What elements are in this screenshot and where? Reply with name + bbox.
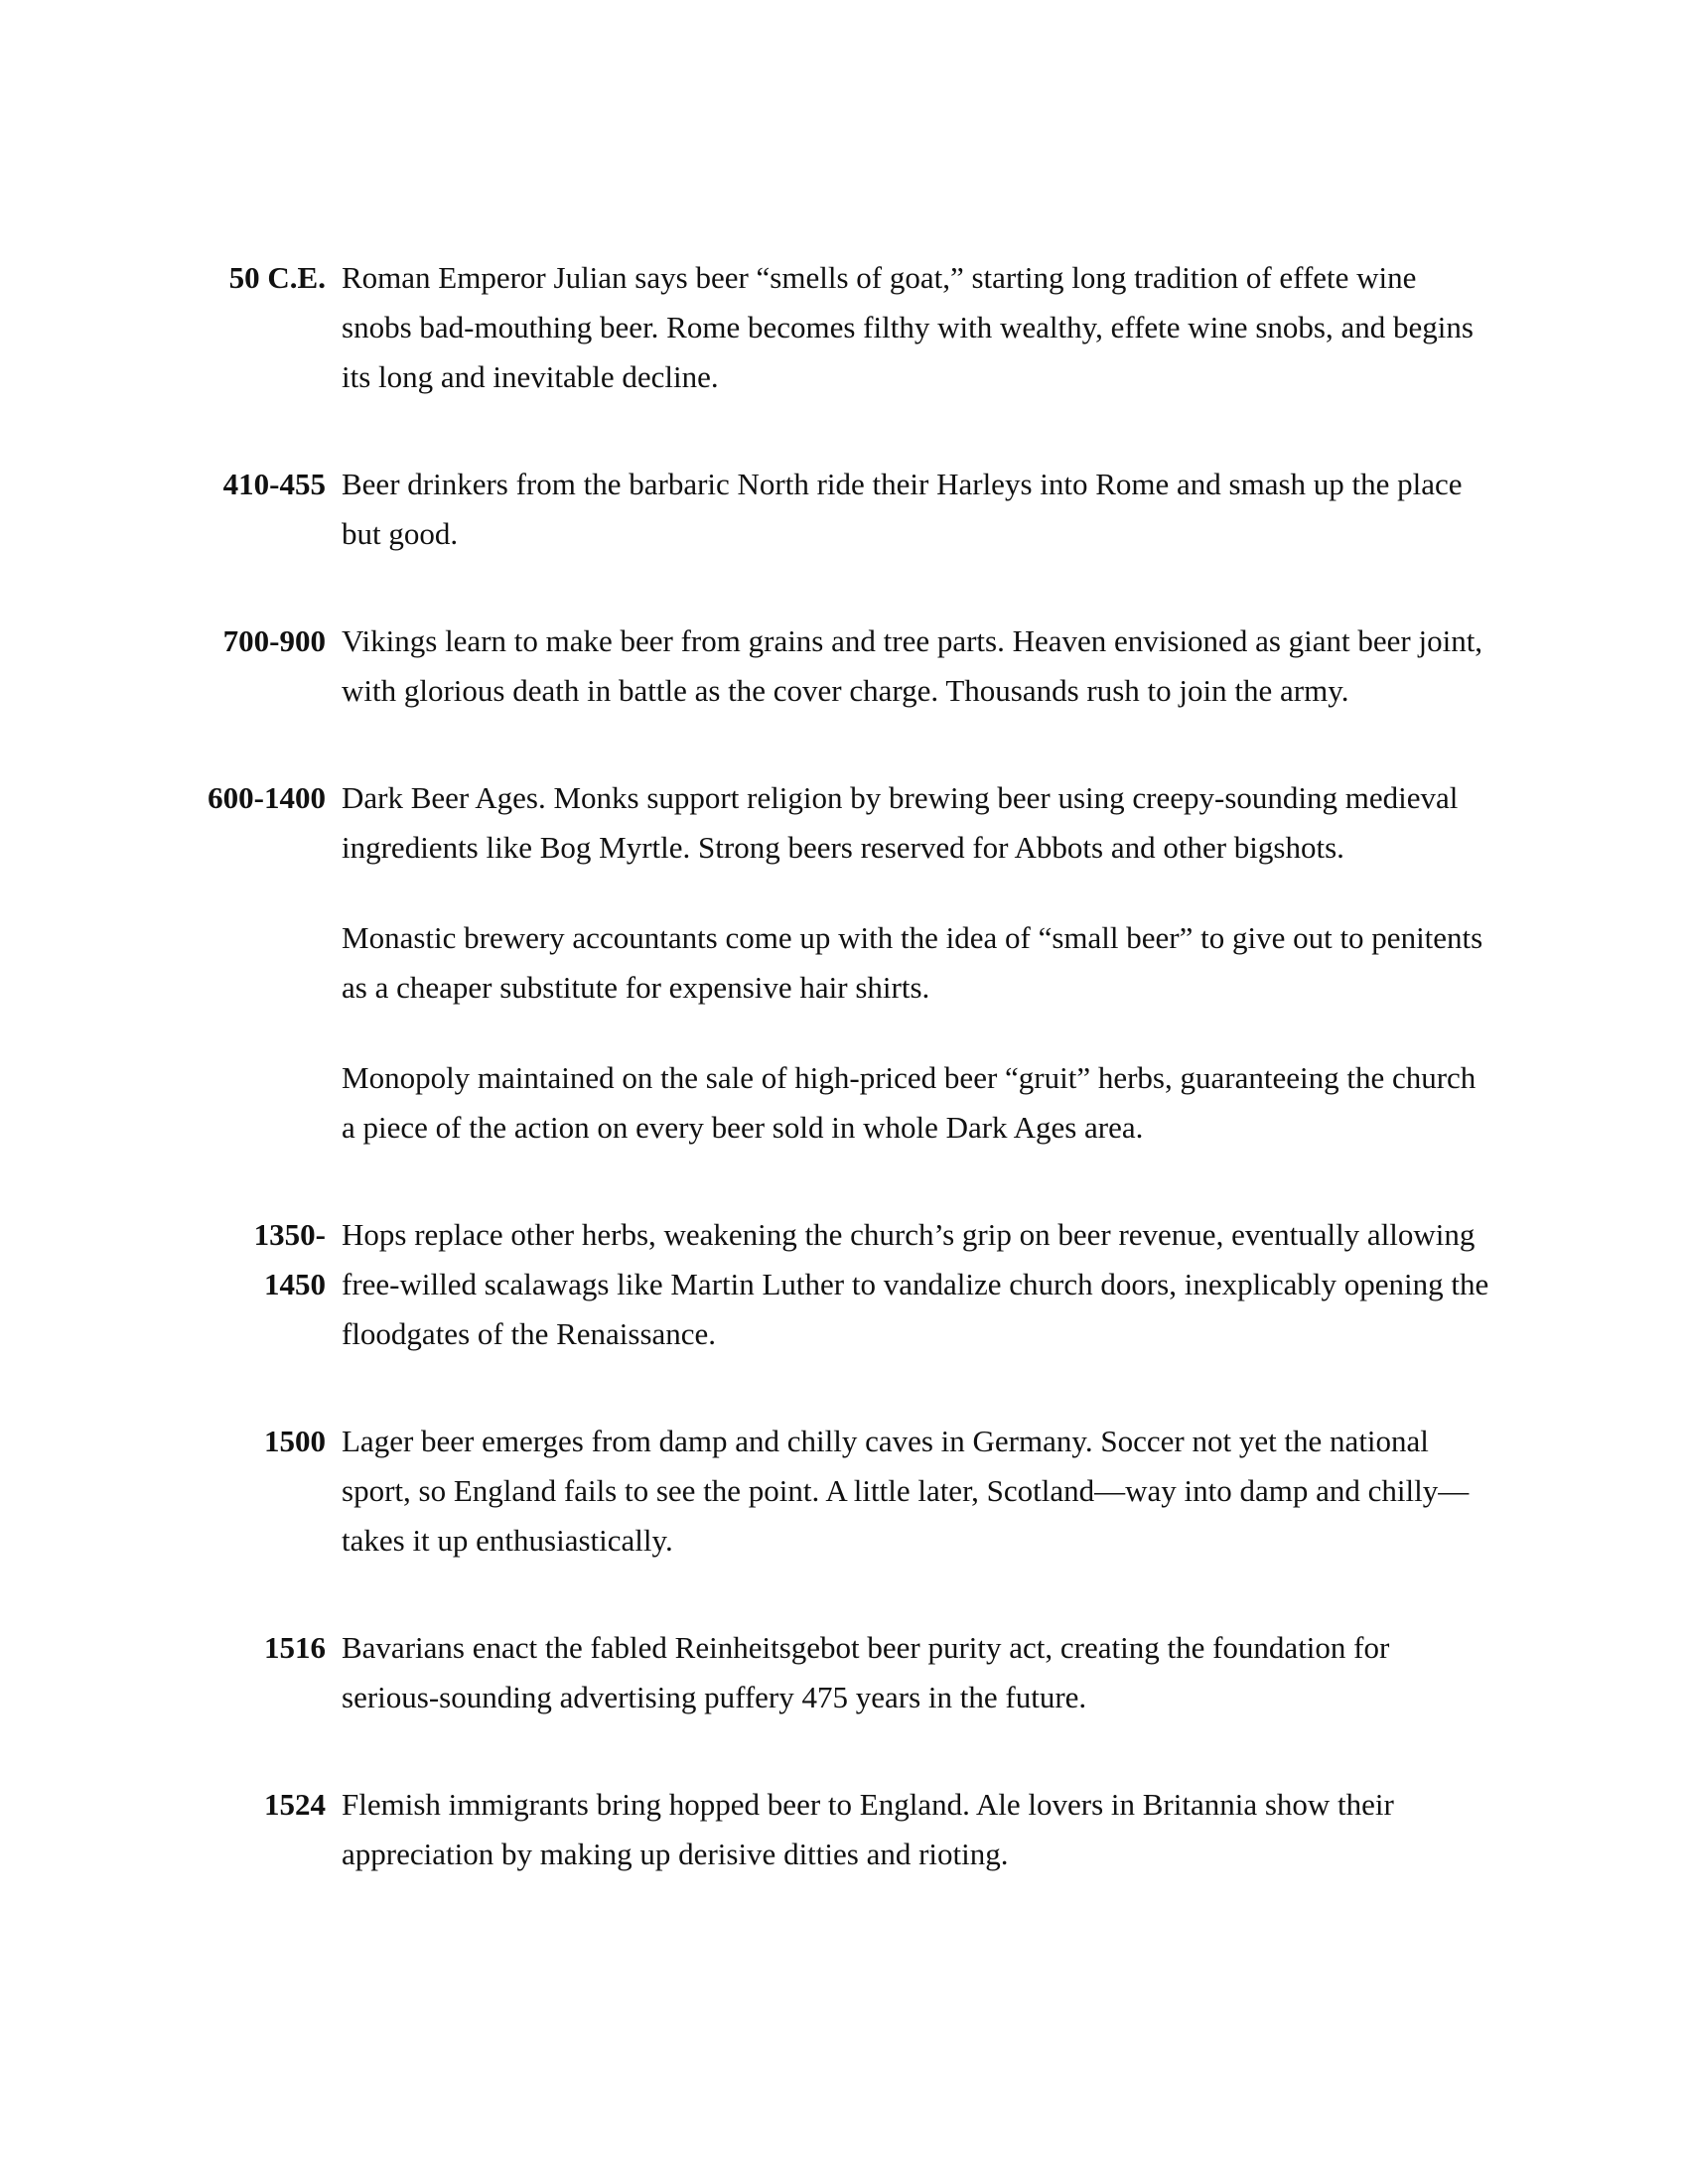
entry-body (342, 460, 1493, 559)
entry-date: 1500 (264, 1424, 326, 1458)
entry-paragraph: Hops replace other herbs, weakening the church’s grip on beer revenue, eventually allowing free-willed scalawags like Martin Luther to vandalize church doors, inexplicably opening the floodgates of the Renaissance. (342, 1217, 1489, 1351)
entry-paragraph: Dark Beer Ages. Monks support religion by brewing beer using creepy-sounding medieval ingredients like Bog Myrtle. Strong beers reserved for Abbots and other bigshots. (342, 780, 1459, 865)
timeline-entry (0, 773, 1688, 1153)
entry-date: 1350- 1450 (253, 1217, 326, 1301)
timeline-entry (0, 1623, 1688, 1722)
entry-date: 600-1400 (208, 780, 326, 815)
timeline-entry (0, 1780, 1688, 1879)
entry-body (342, 616, 1493, 716)
entry-paragraph: Vikings learn to make beer from grains and tree parts. Heaven envisioned as giant beer joint, with glorious death in battle as the cover charge. Thousands rush to join the army. (342, 623, 1483, 708)
entry-date: 410-455 (222, 467, 326, 501)
timeline-entry (0, 1210, 1688, 1359)
entry-body (342, 253, 1493, 402)
entry-body (342, 1417, 1493, 1566)
entry-date: 700-900 (222, 623, 326, 658)
beer-history-timeline (0, 253, 1688, 1879)
entry-body (342, 1780, 1493, 1879)
entry-paragraph: Monastic brewery accountants come up with the idea of “small beer” to give out to penitents as a cheaper substitute for expensive hair shirts. (342, 920, 1483, 1005)
entry-paragraph: Monopoly maintained on the sale of high-priced beer “gruit” herbs, guaranteeing the church a piece of the action on every beer sold in whole Dark Ages area. (342, 1060, 1477, 1145)
entry-date: 1524 (264, 1787, 326, 1822)
timeline-entry (0, 1417, 1688, 1566)
timeline-entry (0, 460, 1688, 559)
entry-date: 50 C.E. (228, 260, 326, 295)
entry-paragraph: Bavarians enact the fabled Reinheitsgebot beer purity act, creating the foundation for serious-sounding advertising puffery 475 years in the future. (342, 1630, 1390, 1714)
entry-paragraph: Lager beer emerges from damp and chilly caves in Germany. Soccer not yet the national sport, so England fails to see the point. A little later, Scotland—way into damp and chilly—takes it up enthusiastically. (342, 1424, 1470, 1558)
timeline-entry (0, 616, 1688, 716)
entry-body (342, 1210, 1493, 1359)
entry-paragraph: Beer drinkers from the barbaric North ride their Harleys into Rome and smash up the place but good. (342, 467, 1463, 551)
entry-paragraph: Flemish immigrants bring hopped beer to England. Ale lovers in Britannia show their appreciation by making up derisive ditties and rioting. (342, 1787, 1394, 1871)
entry-body (342, 1623, 1493, 1722)
timeline-entry (0, 253, 1688, 402)
entry-paragraph: Roman Emperor Julian says beer “smells of goat,” starting long tradition of effete wine snobs bad-mouthing beer. Rome becomes filthy with wealthy, effete wine snobs, and begins its long and inevitable decline. (342, 260, 1474, 394)
entry-body (342, 773, 1493, 1153)
entry-date: 1516 (264, 1630, 326, 1665)
